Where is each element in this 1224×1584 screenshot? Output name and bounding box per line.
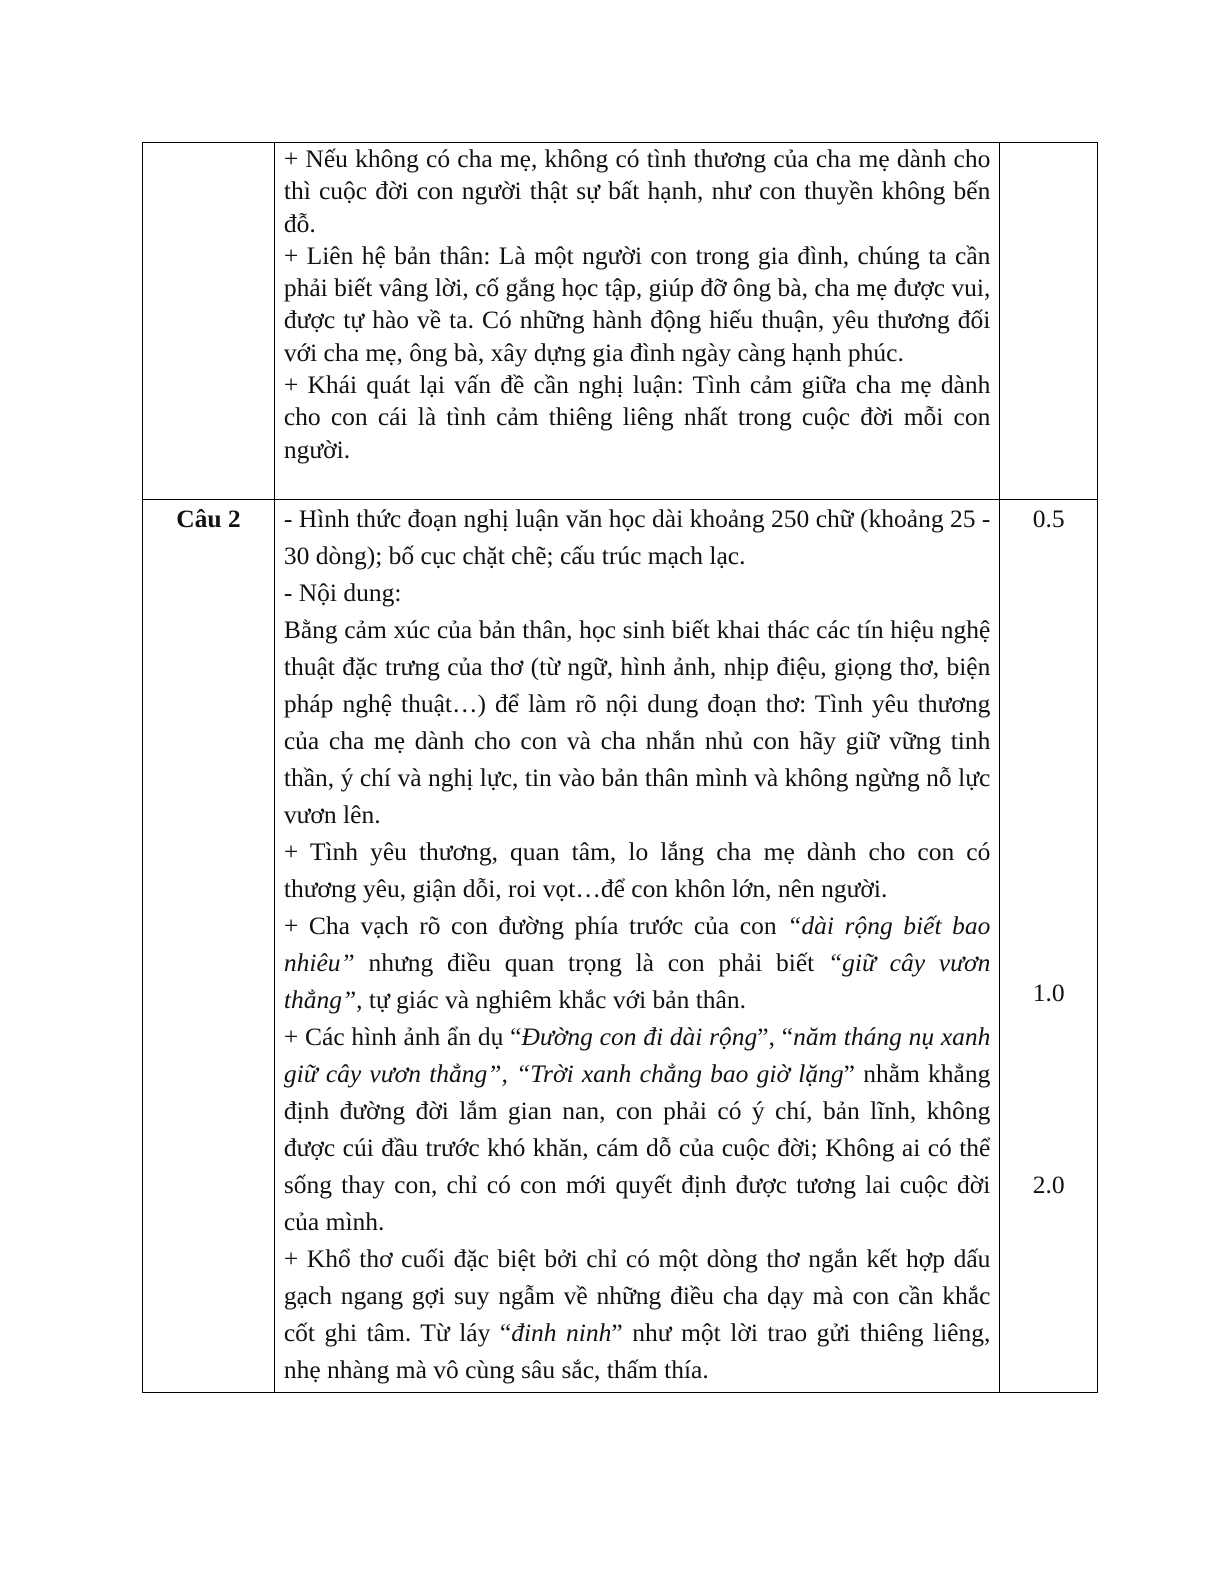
text-run: + Các hình ảnh ẩn dụ “ bbox=[283, 1022, 522, 1051]
text-run: ” nhằm khẳng định đường đời lắm gian nan, con phải có ý chí, bản lĩnh, không được cúi đầu trước khó khăn, cám dỗ của cuộc đời; Không ai có thể sống thay con, chỉ có con mới quyết định được tương lai cuộc đời của mình. bbox=[283, 1059, 991, 1236]
table-row bbox=[143, 143, 1098, 500]
answer-paragraph: - Hình thức đoạn nghị luận văn học dài khoảng 250 chữ (khoảng 25 - 30 dòng); bố cục chặt chẽ; cấu trúc mạch lạc. bbox=[283, 504, 991, 570]
quote-text: Đường con đi dài rộng bbox=[521, 1022, 758, 1051]
answer-paragraph: + Khái quát lại vấn đề cần nghị luận: Tình cảm giữa cha mẹ dành cho con cái là tình cảm thiêng liêng nhất trong cuộc đời mỗi con người. bbox=[283, 370, 991, 464]
answer-cell bbox=[274, 143, 1000, 500]
quote-text: “dài rộng biết bao nhiêu” bbox=[283, 911, 991, 977]
quote-text: đinh ninh bbox=[511, 1318, 612, 1347]
score-value: 1.0 bbox=[1032, 978, 1065, 1007]
text-run: , tự giác và nghiêm khắc với bản thân. bbox=[356, 985, 746, 1014]
answer-paragraph bbox=[284, 1240, 991, 1388]
answer-paragraph: Bằng cảm xúc của bản thân, học sinh biết khai thác các tín hiệu nghệ thuật đặc trưng của thơ (từ ngữ, hình ảnh, nhịp điệu, giọng thơ, biện pháp nghệ thuật…) để làm rõ nội dung đoạn thơ: Tình yêu thương của cha mẹ dành cho con và cha nhắn nhủ con hãy giữ vững tinh thần, ý chí và nghị lực, tin vào bản thân mình và không ngừng nỗ lực vươn lên. bbox=[283, 615, 991, 829]
text-run: ”, “ bbox=[757, 1022, 794, 1051]
table-row bbox=[143, 500, 1098, 1393]
answer-paragraph: + Nếu không có cha mẹ, không có tình thương của cha mẹ dành cho thì cuộc đời con người thật sự bất hạnh, như con thuyền không bến đỗ. bbox=[283, 144, 991, 238]
text-run: ” như một lời trao gửi thiêng liêng, nhẹ nhàng mà vô cùng sâu sắc, thấm thía. bbox=[283, 1318, 991, 1384]
question-label: Câu 2 bbox=[176, 504, 241, 533]
answer-paragraph bbox=[284, 907, 991, 1018]
answer-paragraph: + Tình yêu thương, quan tâm, lo lắng cha mẹ dành cho con có thương yêu, giận dỗi, roi vọt…để con khôn lớn, nên người. bbox=[283, 837, 991, 903]
text-run: + Cha vạch rõ con đường phía trước của con bbox=[283, 911, 788, 940]
score-cell bbox=[1000, 143, 1098, 500]
answer-paragraph: + Liên hệ bản thân: Là một người con trong gia đình, chúng ta cần phải biết vâng lời, cố gắng học tập, giúp đỡ ông bà, cha mẹ được vui, được tự hào về ta. Có những hành động hiếu thuận, yêu thương đối với cha mẹ, ông bà, xây dựng gia đình ngày càng hạnh phúc. bbox=[283, 240, 991, 367]
text-run: + Khổ thơ cuối đặc biệt bởi chỉ có một dòng thơ ngắn kết hợp dấu gạch ngang gợi suy ngẫm về những điều cha dạy mà con cần khắc cốt ghi tâm. Từ láy “ bbox=[283, 1244, 991, 1347]
grading-table bbox=[142, 142, 1098, 1393]
answer-cell bbox=[274, 500, 1000, 1393]
score-value: 0.5 bbox=[1032, 504, 1065, 533]
quote-text: “giữ cây vươn thẳng” bbox=[283, 948, 991, 1014]
score-value: 2.0 bbox=[1032, 1170, 1065, 1199]
question-cell bbox=[143, 500, 275, 1393]
question-cell bbox=[143, 143, 275, 500]
answer-paragraph: - Nội dung: bbox=[283, 578, 402, 607]
answer-paragraph bbox=[284, 1018, 991, 1240]
text-run: nhưng điều quan trọng là con phải biết bbox=[354, 948, 828, 977]
score-cell bbox=[1000, 500, 1098, 1393]
quote-text: năm tháng nụ xanh giữ cây vươn thẳng”, “Trời xanh chẳng bao giờ lặng bbox=[283, 1022, 991, 1088]
